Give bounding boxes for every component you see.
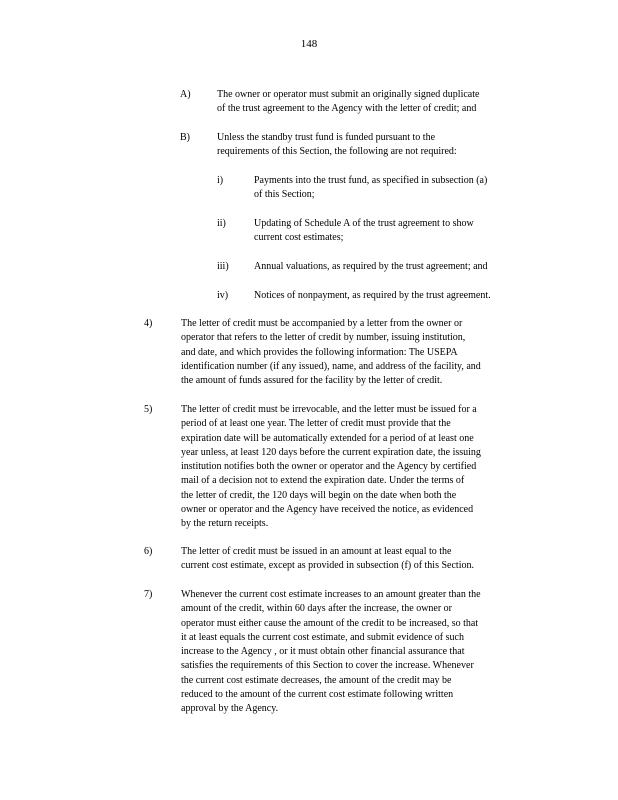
text-line: mail of a decision not to extend the expiration date. Under the terms of — [181, 475, 465, 487]
text-line: it at least equals the current cost estimate, and submit evidence of such — [181, 631, 464, 643]
text-line: period of at least one year. The letter of credit must provide that the — [181, 418, 451, 430]
text-line: satisfies the requirements of this Section to cover the increase. Whenever — [181, 660, 474, 672]
item-b-label: B) — [180, 132, 190, 143]
text-line: and date, and which provides the following information: The USEPA — [181, 346, 458, 358]
subitem-ii-label: ii) — [217, 218, 226, 229]
text-line: Unless the standby trust fund is funded pursuant to the — [217, 132, 436, 143]
text-line: Payments into the trust fund, as specified in subsection (a) — [254, 175, 488, 186]
paragraph-5-label: 5) — [144, 404, 153, 415]
text-line: the letter of credit, the 120 days will begin on the date when both the — [181, 489, 457, 501]
subitem-iii-text — [254, 260, 534, 274]
text-line: Notices of nonpayment, as required by the trust agreement. — [254, 290, 491, 301]
text-line: The letter of credit must be issued in an amount at least equal to the — [181, 546, 452, 557]
text-line: The letter of credit must be irrevocable, and the letter must be issued for a — [181, 404, 477, 415]
paragraph-4-text — [181, 317, 541, 388]
subitem-iv-label: iv) — [217, 290, 229, 301]
paragraph-7-text — [181, 588, 541, 717]
page-number: 148 — [300, 38, 318, 50]
paragraph-7-label: 7) — [144, 589, 153, 600]
text-line: approval by the Agency. — [181, 703, 279, 715]
paragraph-4-label: 4) — [144, 318, 153, 329]
subitem-i-text — [254, 174, 532, 203]
text-line: institution notifies both the owner or operator and the Agency by certified — [181, 461, 477, 473]
paragraph-6-label: 6) — [144, 546, 153, 557]
text-line: the amount of funds assured for the facility by the letter of credit. — [181, 375, 443, 387]
subitem-i-label: i) — [217, 175, 224, 186]
subitem-iv-text — [254, 289, 530, 303]
item-a-text — [217, 88, 527, 117]
text-line: owner or operator and the Agency have received the notice, as evidenced — [181, 504, 474, 516]
text-line: year unless, at least 120 days before the current expiration date, the issuing — [181, 446, 481, 458]
text-line: requirements of this Section, the following are not required: — [217, 146, 457, 158]
text-line: The letter of credit must be accompanied by a letter from the owner or — [181, 318, 463, 329]
text-line: by the return receipts. — [181, 518, 269, 530]
paragraph-5-text — [181, 403, 541, 532]
text-line: current cost estimate, except as provided in subsection (f) of this Section. — [181, 560, 474, 572]
text-line: Whenever the current cost estimate increases to an amount greater than the — [181, 589, 481, 600]
text-line: identification number (if any issued), name, and address of the facility, and — [181, 360, 481, 372]
text-line: The owner or operator must submit an originally signed duplicate — [217, 89, 480, 100]
text-line: of the trust agreement to the Agency with the letter of credit; and — [217, 103, 477, 115]
text-line: operator must either cause the amount of the credit to be increased, so that — [181, 617, 479, 629]
text-line: Updating of Schedule A of the trust agreement to show — [254, 218, 474, 229]
text-line: the current cost estimate decreases, the amount of the credit may be — [181, 674, 452, 686]
text-line: Annual valuations, as required by the trust agreement; and — [254, 261, 488, 272]
item-b-text — [217, 131, 497, 160]
subitem-ii-text — [254, 217, 516, 246]
text-line: of this Section; — [254, 189, 315, 201]
text-line: increase to the Agency , or it must obtain other financial assurance that — [181, 646, 465, 658]
subitem-iii-label: iii) — [217, 261, 229, 272]
text-line: reduced to the amount of the current cost estimate following written — [181, 689, 454, 701]
text-line: expiration date will be automatically extended for a period of at least one — [181, 432, 474, 444]
text-line: amount of the credit, within 60 days after the increase, the owner or — [181, 603, 453, 615]
paragraph-6-text — [181, 545, 527, 574]
item-a-label: A) — [180, 89, 191, 100]
text-line: current cost estimates; — [254, 232, 344, 244]
text-line: operator that refers to the letter of credit by number, issuing institution, — [181, 332, 466, 344]
